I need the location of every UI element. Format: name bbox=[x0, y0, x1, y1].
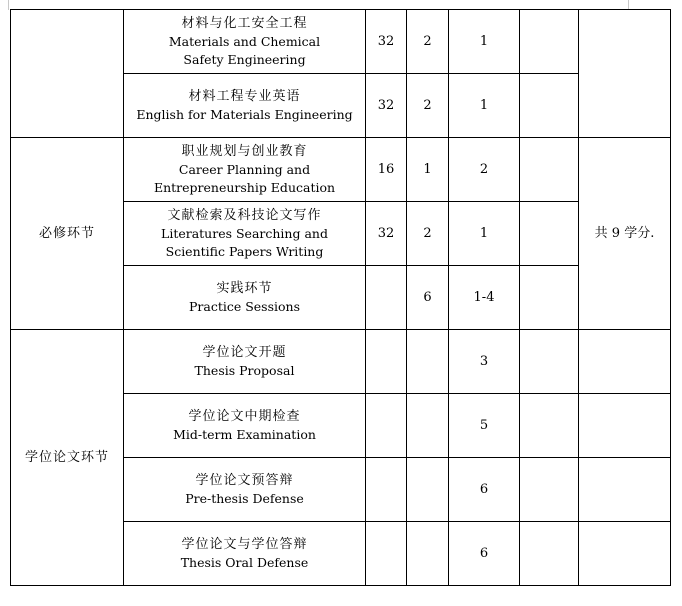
empty-cell bbox=[520, 266, 579, 330]
page-margin-mark-left bbox=[8, 0, 9, 10]
semester-cell: 1 bbox=[449, 202, 520, 266]
empty-cell bbox=[520, 202, 579, 266]
course-cell bbox=[124, 202, 366, 266]
course-name-zh: 职业规划与创业教育 bbox=[181, 143, 308, 159]
empty-cell bbox=[520, 138, 579, 202]
empty-cell bbox=[579, 522, 671, 586]
semester-cell: 2 bbox=[449, 138, 520, 202]
course-cell bbox=[124, 394, 366, 458]
table-row bbox=[11, 138, 671, 202]
empty-cell bbox=[520, 74, 579, 138]
hours-cell: 16 bbox=[366, 138, 407, 202]
course-cell bbox=[124, 266, 366, 330]
hours-cell bbox=[366, 330, 407, 394]
empty-cell bbox=[579, 330, 671, 394]
hours-cell bbox=[366, 522, 407, 586]
credits-cell bbox=[407, 394, 449, 458]
semester-cell: 6 bbox=[449, 522, 520, 586]
semester-cell: 6 bbox=[449, 458, 520, 522]
credits-cell bbox=[407, 330, 449, 394]
course-name-zh: 学位论文预答辩 bbox=[195, 472, 294, 488]
hours-cell bbox=[366, 266, 407, 330]
empty-cell bbox=[520, 330, 579, 394]
category-cell-continued bbox=[11, 10, 124, 138]
course-name-en: Literatures Searching and bbox=[161, 225, 328, 241]
credits-cell: 2 bbox=[407, 74, 449, 138]
hours-cell: 32 bbox=[366, 10, 407, 74]
empty-cell bbox=[520, 10, 579, 74]
empty-cell bbox=[520, 522, 579, 586]
category-cell-thesis: 学位论文环节 bbox=[11, 330, 124, 586]
course-name-zh: 文献检索及科技论文写作 bbox=[167, 207, 322, 223]
hours-cell: 32 bbox=[366, 202, 407, 266]
category-cell-required: 必修环节 bbox=[11, 138, 124, 330]
course-name-en: Scientific Papers Writing bbox=[165, 243, 324, 259]
credits-cell bbox=[407, 522, 449, 586]
course-name-zh: 学位论文中期检查 bbox=[188, 408, 301, 424]
course-name-en: Thesis Proposal bbox=[194, 362, 295, 378]
semester-cell: 1-4 bbox=[449, 266, 520, 330]
credits-cell: 2 bbox=[407, 10, 449, 74]
credits-cell: 6 bbox=[407, 266, 449, 330]
empty-cell bbox=[579, 394, 671, 458]
course-cell bbox=[124, 74, 366, 138]
course-name-en: Pre-thesis Defense bbox=[185, 490, 304, 506]
course-name-zh: 材料工程专业英语 bbox=[188, 88, 301, 104]
note-cell-continued bbox=[579, 10, 671, 138]
course-name-zh: 学位论文开题 bbox=[202, 344, 287, 360]
course-name-en: Safety Engineering bbox=[183, 51, 306, 67]
course-name-en: Thesis Oral Defense bbox=[180, 554, 309, 570]
course-name-en: Mid-term Examination bbox=[173, 426, 316, 442]
table-row bbox=[11, 10, 671, 74]
semester-cell: 1 bbox=[449, 10, 520, 74]
empty-cell bbox=[579, 458, 671, 522]
credit-note-cell: 共 9 学分. bbox=[579, 138, 671, 330]
empty-cell bbox=[520, 394, 579, 458]
empty-cell bbox=[520, 458, 579, 522]
semester-cell: 1 bbox=[449, 74, 520, 138]
course-name-zh: 学位论文与学位答辩 bbox=[181, 536, 308, 552]
course-name-en: Materials and Chemical bbox=[168, 33, 321, 49]
semester-cell: 3 bbox=[449, 330, 520, 394]
course-cell bbox=[124, 10, 366, 74]
hours-cell: 32 bbox=[366, 74, 407, 138]
course-name-en: Entrepreneurship Education bbox=[153, 179, 336, 195]
course-cell bbox=[124, 522, 366, 586]
semester-cell: 5 bbox=[449, 394, 520, 458]
course-name-en: English for Materials Engineering bbox=[136, 106, 353, 122]
curriculum-table bbox=[10, 9, 671, 586]
credits-cell bbox=[407, 458, 449, 522]
course-name-zh: 实践环节 bbox=[216, 280, 273, 296]
course-name-en: Practice Sessions bbox=[188, 298, 300, 314]
course-name-zh: 材料与化工安全工程 bbox=[181, 15, 308, 31]
hours-cell bbox=[366, 394, 407, 458]
table-row bbox=[11, 330, 671, 394]
credits-cell: 1 bbox=[407, 138, 449, 202]
hours-cell bbox=[366, 458, 407, 522]
course-cell bbox=[124, 458, 366, 522]
course-cell bbox=[124, 138, 366, 202]
credits-cell: 2 bbox=[407, 202, 449, 266]
course-cell bbox=[124, 330, 366, 394]
course-name-en: Career Planning and bbox=[178, 161, 311, 177]
